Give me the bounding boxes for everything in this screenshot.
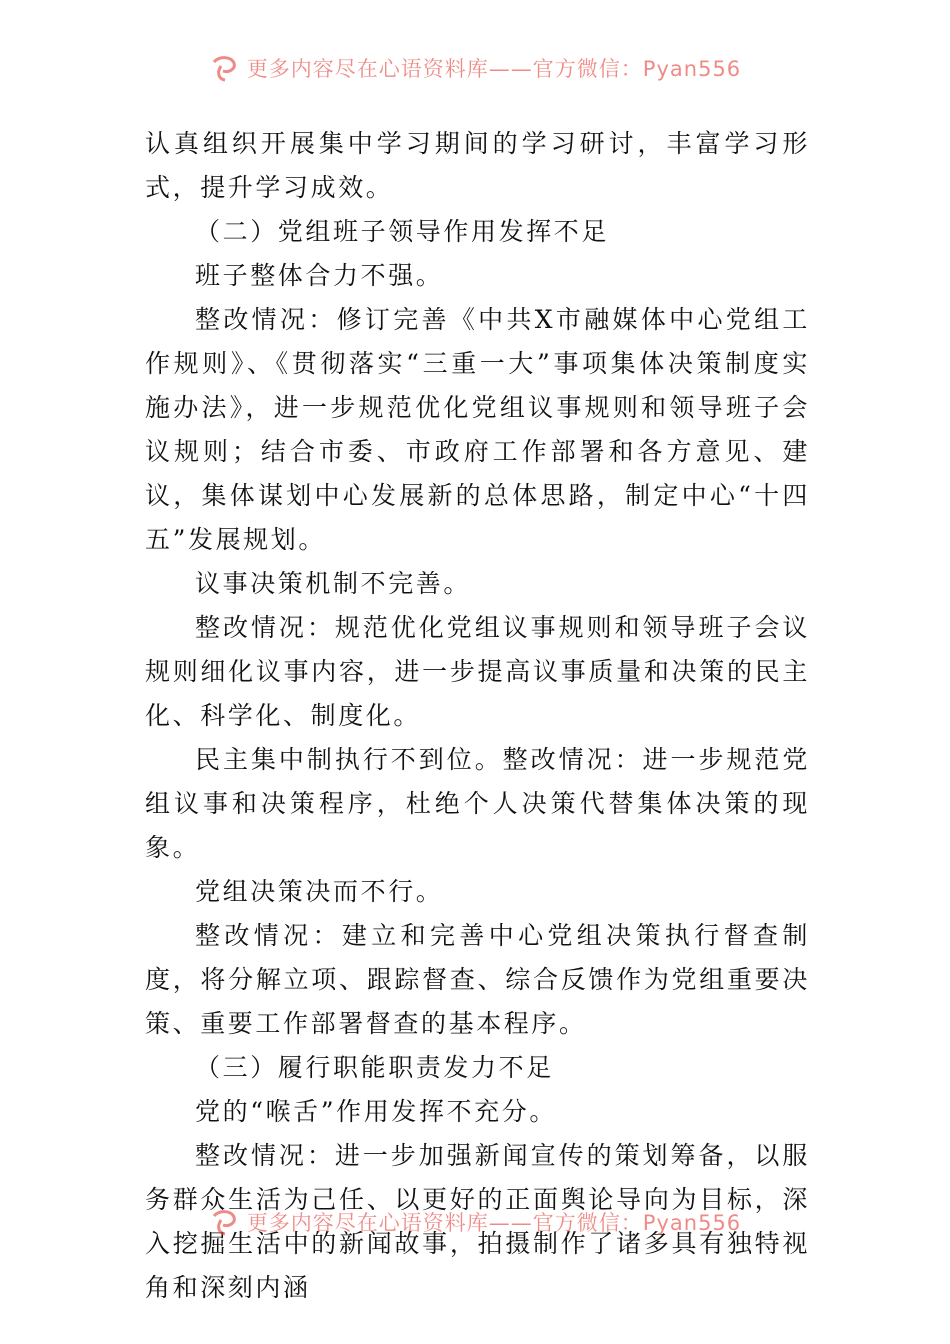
issue-democratic-centralism: 民主集中制执行不到位。整改情况：进一步规范党组议事和决策程序，杜绝个人决策代替集体决策的现象。 (145, 745, 810, 862)
issue-decision-mechanism: 议事决策机制不完善。 (195, 569, 472, 598)
issue-mouthpiece-role: 党的“喉舌”作用发挥不充分。 (195, 1097, 557, 1126)
rectification-decision-execution: 整改情况：建立和完善中心党组决策执行督查制度，将分解立项、跟踪督查、综合反馈作为党组重要决策、重要工作部署督查的基本程序。 (145, 921, 810, 1038)
rectification-mouthpiece-role: 整改情况：进一步加强新闻宣传的策划筹备，以服务群众生活为己任、以更好的正面舆论导向为目标，深入挖掘生活中的新闻故事，拍摄制作了诸多具有独特视角和深刻内涵 (145, 1141, 810, 1302)
footer-watermark (0, 1204, 950, 1240)
rectification-team-cohesion: 整改情况：修订完善《中共X市融媒体中心党组工作规则》、《贯彻落实“三重一大”事项集体决策制度实施办法》，进一步规范优化党组议事规则和领导班子会议规则；结合市委、市政府工作部署和各方意见、建议，集体谋划中心发展新的总体思路，制定中心“十四五”发展规划。 (145, 305, 810, 554)
watermark-logo-icon (209, 1207, 239, 1237)
rectification-decision-mechanism: 整改情况：规范优化党组议事规则和领导班子会议规则细化议事内容，进一步提高议事质量和决策的民主化、科学化、制度化。 (145, 613, 810, 730)
issue-team-cohesion: 班子整体合力不强。 (195, 261, 444, 290)
watermark-text: 更多内容尽在心语资料库——官方微信：Pyan556 (246, 1211, 742, 1235)
issue-decision-execution: 党组决策决而不行。 (195, 877, 444, 906)
section-heading-2: （二）党组班子领导作用发挥不足 (195, 217, 610, 246)
watermark-text: 更多内容尽在心语资料库——官方微信：Pyan556 (246, 57, 742, 81)
watermark-logo-icon (209, 53, 239, 83)
paragraph-continued: 认真组织开展集中学习期间的学习研讨，丰富学习形式，提升学习成效。 (145, 129, 810, 202)
section-heading-3: （三）履行职能职责发力不足 (195, 1053, 554, 1082)
header-watermark (0, 50, 950, 86)
document-body (145, 122, 810, 1310)
